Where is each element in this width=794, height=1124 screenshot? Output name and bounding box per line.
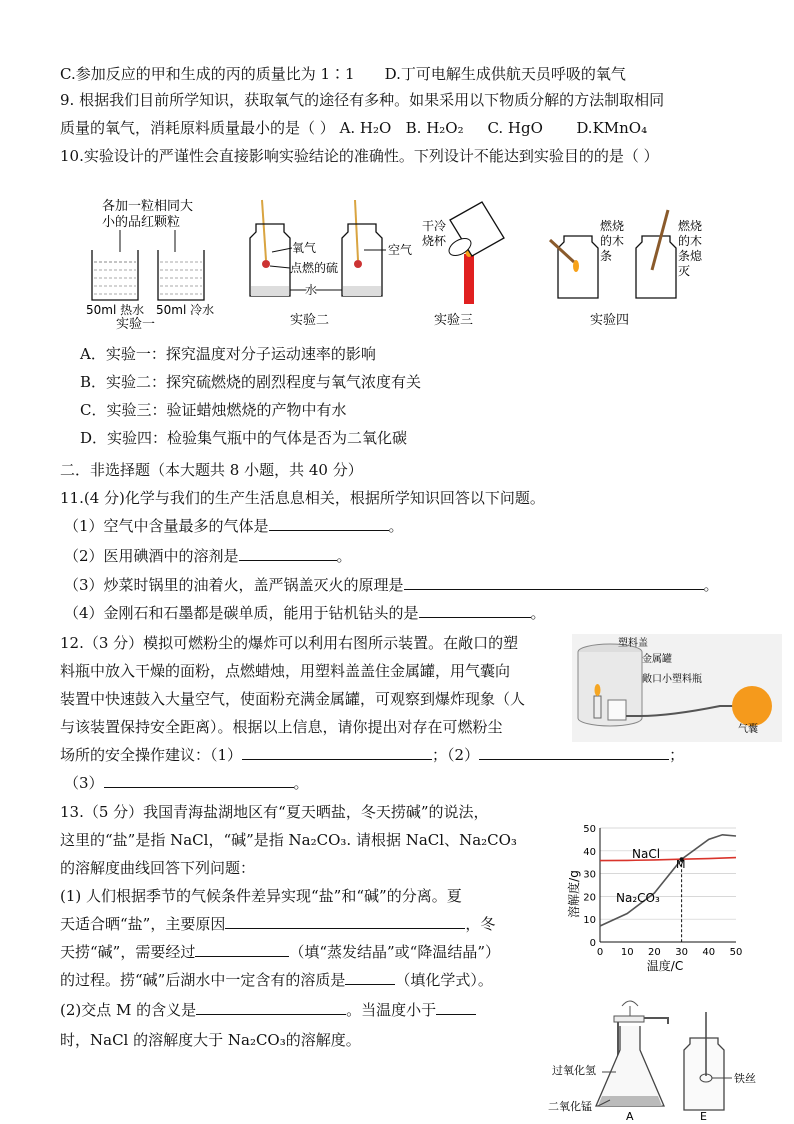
- y-tick-label: 0: [589, 938, 596, 949]
- exp2-oxygen: 氧气: [292, 241, 317, 255]
- caption-exp1: 实验一: [116, 317, 156, 332]
- y-tick-label: 10: [583, 915, 596, 927]
- exp4-ext4: 灭: [678, 264, 691, 278]
- q13-blank5[interactable]: [436, 1000, 476, 1015]
- q10-figure: [80, 190, 720, 340]
- beaker-cold: [158, 250, 204, 300]
- q10-option-b: B．实验二：探究硫燃烧的剧烈程度与氧气浓度有关: [80, 373, 422, 391]
- q13-line4: (1) 人们根据季节的气候条件差异实现“盐”和“碱”的分离。夏: [60, 887, 462, 905]
- q12-figure: [572, 634, 782, 742]
- series-line-0: [600, 858, 736, 861]
- q13-line9: 时，NaCl 的溶解度大于 Na₂CO₃的溶解度。: [60, 1031, 361, 1049]
- q13-line8: (2)交点 M 的含义是 。当温度小于: [60, 1000, 476, 1020]
- q11-blank3[interactable]: [404, 575, 704, 590]
- exp3-cup1: 干冷: [422, 219, 447, 233]
- label-h2o2: 过氧化氢: [552, 1064, 596, 1077]
- q12-blank1[interactable]: [242, 745, 432, 760]
- q13-line1: 13.（5 分）我国青海盐湖地区有“夏天晒盐，冬天捞碱”的说法，: [60, 803, 489, 821]
- x-axis-label: 温度/C: [646, 959, 684, 973]
- jar-oxygen: [250, 224, 290, 296]
- q11-blank1[interactable]: [269, 516, 389, 531]
- q13-line7: 的过程。捞“碱”后湖水中一定含有的溶质是 （填化学式）。: [60, 971, 493, 989]
- exp3-cup2: 烧杯: [422, 234, 447, 248]
- exp4-ext3: 条熄: [678, 249, 703, 263]
- x-tick-label: 10: [620, 947, 634, 958]
- air-bag: [732, 686, 772, 726]
- q9-line1: 9. 根据我们目前所学知识，获取氧气的途径有多种。如果采用以下物质分解的方法制取相同: [60, 91, 665, 109]
- x-tick-label: 40: [702, 947, 716, 958]
- q11-blank4[interactable]: [419, 603, 531, 618]
- exp4-burn2: 的木: [600, 234, 625, 248]
- x-tick-label: 20: [648, 947, 661, 958]
- y-axis-label: 溶解度/g: [567, 870, 581, 918]
- exp1-cold-label: 50ml 冷水: [156, 303, 215, 317]
- fig12-lid: 塑料盖: [618, 638, 648, 649]
- q11-s2: （2）医用碘酒中的溶剂是 。: [64, 547, 352, 565]
- fig12-can: 金属罐: [642, 654, 672, 665]
- exp1-label1: 各加一粒相同大: [102, 199, 194, 214]
- q10-option-d: D．实验四：检验集气瓶中的气体是否为二氧化碳: [80, 429, 408, 447]
- y-tick-label: 50: [583, 824, 596, 835]
- q13-blank1[interactable]: [225, 914, 465, 929]
- fig12-bag: 气囊: [738, 724, 758, 735]
- exp2-air: 空气: [388, 243, 413, 257]
- q8-option-c: C.参加反应的甲和生成的丙的质量比为 1∶1 D.丁可电解生成供航天员呼吸的氧气: [60, 65, 626, 83]
- q13-blank2[interactable]: [195, 942, 289, 957]
- x-tick-label: 30: [675, 947, 688, 958]
- label-e: E: [700, 1110, 707, 1122]
- q12-line5: 场所的安全操作建议：（1） ；（2） ；: [60, 746, 685, 764]
- exp4-burn3: 条: [600, 249, 613, 263]
- q12-line6: （3） 。: [64, 774, 309, 792]
- label-mno2: 二氧化锰: [548, 1100, 592, 1113]
- q13-blank3[interactable]: [345, 970, 395, 985]
- q13-line2: 这里的“盐”是指 NaCl，“碱”是指 Na₂CO₃. 请根据 NaCl、Na₂CO₃: [60, 831, 517, 849]
- q13-line3: 的溶解度曲线回答下列问题：: [60, 859, 256, 877]
- exp4-ext2: 的木: [678, 234, 703, 248]
- q10-stem: 10.实验设计的严谨性会直接影响实验结论的准确性。下列设计不能达到实验目的的是（ ）: [60, 147, 659, 165]
- q10-option-c: C．实验三：验证蜡烛燃烧的产物中有水: [80, 401, 347, 419]
- solubility-chart: [560, 814, 750, 974]
- q9-line2: 质量的氧气，消耗原料质量最小的是（ ） A. H₂O B. H₂O₂ C. HgO D.KMnO₄: [60, 119, 648, 137]
- caption-exp2: 实验二: [290, 313, 330, 328]
- apparatus-figure: [548, 996, 768, 1122]
- q12-line4: 与该装置保持安全距离）。根据以上信息，请你提出对存在可燃粉尘: [60, 718, 503, 736]
- label-iron: 铁丝: [734, 1072, 756, 1085]
- exp4-ext1: 燃烧: [678, 219, 703, 233]
- caption-exp4: 实验四: [590, 313, 630, 328]
- series-label-nacl: NaCl: [632, 847, 661, 861]
- exp2-water: 水: [305, 283, 318, 297]
- jar-air: [342, 224, 382, 296]
- q11-s3: （3）炒菜时锅里的油着火，盖严锅盖灭火的原理是 。: [64, 576, 719, 594]
- x-tick-label: 0: [596, 947, 604, 958]
- candle: [464, 254, 474, 304]
- flask-a: [596, 1026, 664, 1106]
- beaker-hot: [92, 250, 138, 300]
- label-a: A: [626, 1110, 634, 1122]
- caption-exp3: 实验三: [434, 313, 474, 328]
- y-tick-label: 30: [583, 869, 596, 881]
- series-line-1: [600, 835, 736, 926]
- exp1-hot-label: 50ml 热水: [86, 303, 145, 317]
- q10-option-a: A．实验一：探究温度对分子运动速率的影响: [80, 345, 376, 363]
- jar-extinguished: [636, 236, 676, 298]
- exp2-sulfur: 点燃的硫: [290, 261, 339, 275]
- q12-line2: 料瓶中放入干燥的面粉，点燃蜡烛，用塑料盖盖住金属罐，用气囊向: [60, 662, 511, 680]
- section-heading: 二．非选择题（本大题共 8 小题，共 40 分）: [60, 461, 363, 479]
- x-tick-label: 50: [729, 947, 743, 958]
- exp4-burn1: 燃烧: [600, 219, 625, 233]
- q11-s4: （4）金刚石和石墨都是碳单质，能用于钻机钻头的是 。: [64, 604, 546, 622]
- q11-s1: （1）空气中含量最多的气体是 。: [64, 517, 404, 535]
- y-tick-label: 20: [583, 892, 596, 904]
- q12-line3: 装置中快速鼓入大量空气，使面粉充满金属罐，可观察到爆炸现象（人: [60, 690, 526, 708]
- fig12-bottle: 敞口小塑料瓶: [642, 674, 702, 685]
- q13-blank4[interactable]: [196, 1000, 346, 1015]
- point-m-label: M: [676, 858, 686, 871]
- y-tick-label: 40: [583, 846, 596, 858]
- q12-line1: 12.（3 分）模拟可燃粉尘的爆炸可以利用右图所示装置。在敞口的塑: [60, 634, 519, 652]
- q12-blank2[interactable]: [479, 745, 669, 760]
- series-label-na2co3: Na₂CO₃: [616, 891, 660, 905]
- exp1-label2: 小的品红颗粒: [102, 215, 181, 230]
- q13-line6: 天捞“碱”，需要经过 （填“蒸发结晶”或“降温结晶”）: [60, 943, 501, 961]
- q11-stem: 11.(4 分)化学与我们的生产生活息息相关，根据所学知识回答以下问题。: [60, 489, 545, 507]
- q11-blank2[interactable]: [239, 546, 337, 561]
- q13-line5: 天适合晒“盐”，主要原因 ，冬: [60, 915, 496, 933]
- q12-blank3[interactable]: [104, 773, 294, 788]
